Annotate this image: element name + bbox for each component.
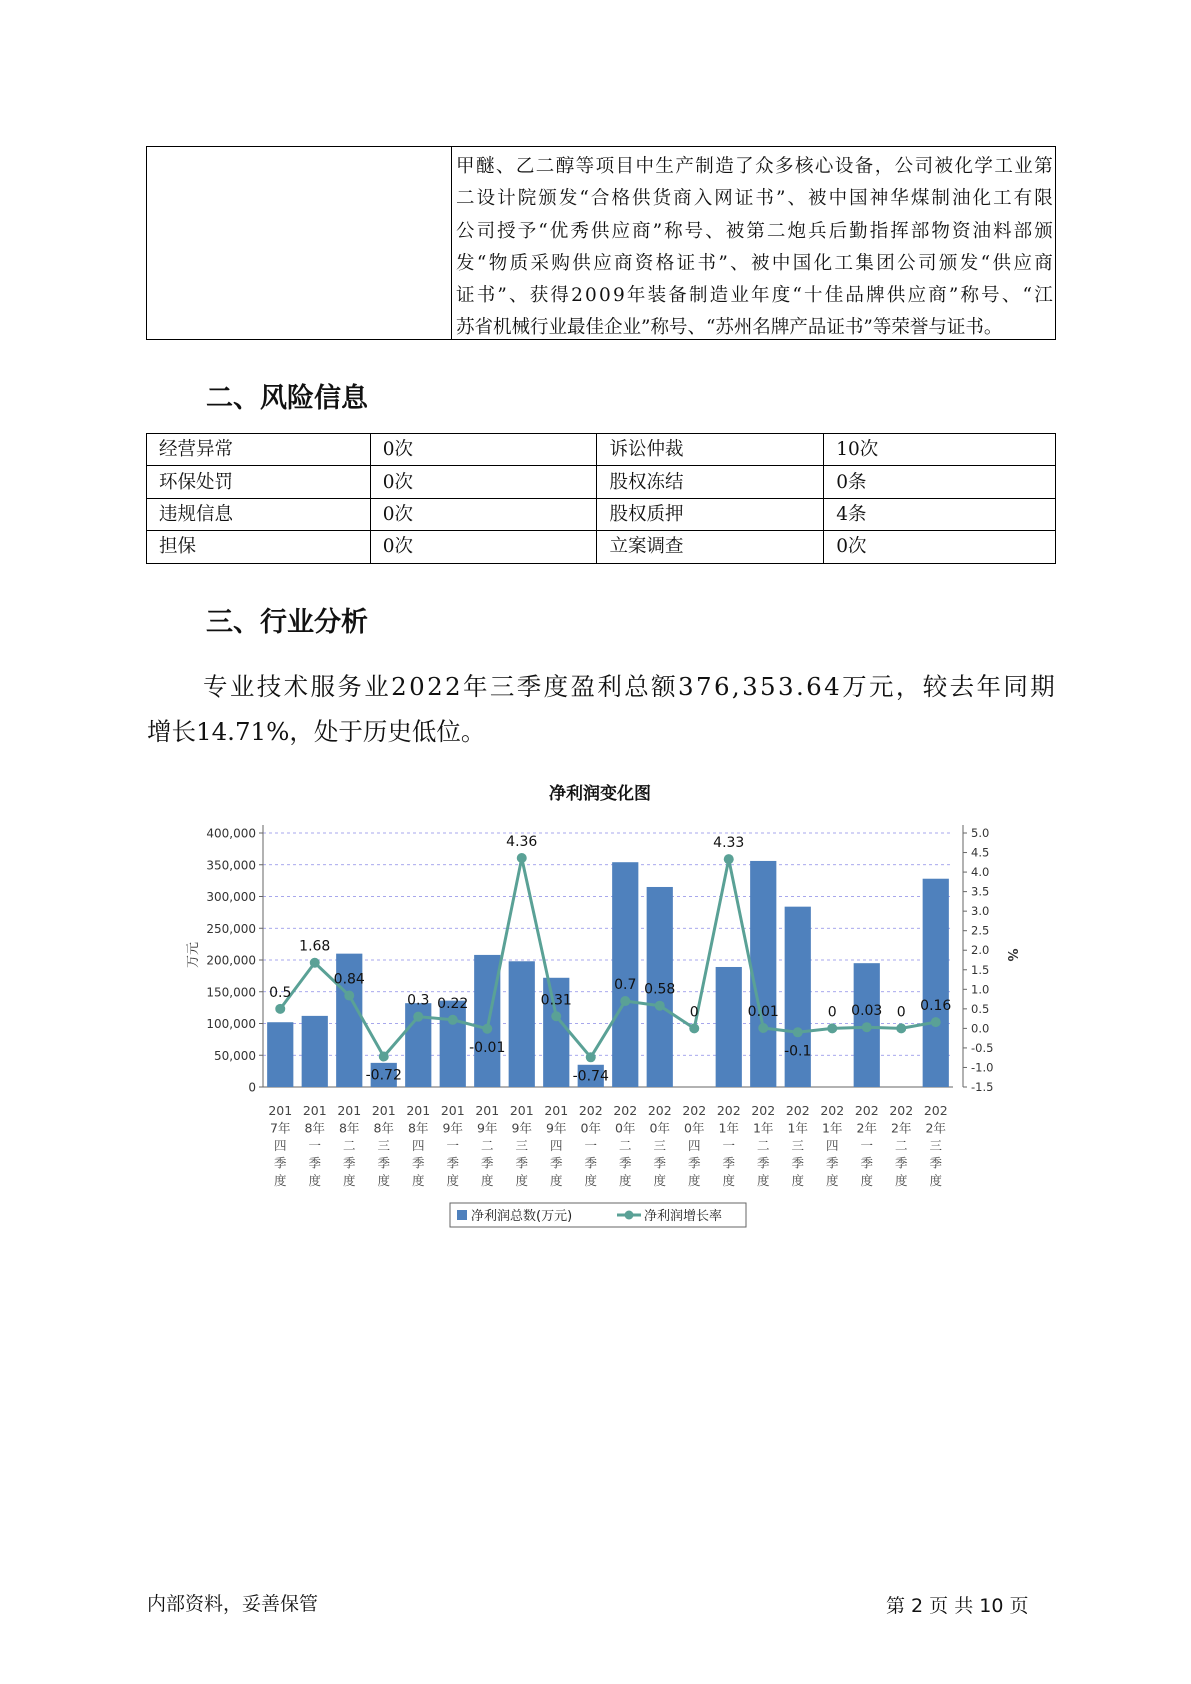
x-tick-label: 一: [584, 1138, 598, 1153]
footer-page-number: 第 2 页 共 10 页: [886, 1595, 1029, 1617]
x-tick-label: 四: [273, 1138, 287, 1153]
y2-tick-label: 4.5: [971, 845, 990, 860]
x-tick-label: 度: [791, 1173, 805, 1188]
data-label: 0: [827, 1004, 837, 1021]
x-tick-label: 季: [342, 1155, 356, 1171]
data-point: [827, 1023, 837, 1033]
risk-value: 4条: [824, 498, 1056, 530]
y-tick-label: 300,000: [206, 890, 256, 904]
x-tick-label: 0年: [684, 1120, 705, 1136]
data-point: [275, 1004, 285, 1014]
x-tick-label: 度: [446, 1173, 460, 1188]
data-label: 1.68: [299, 938, 331, 955]
data-label: 0: [689, 1004, 699, 1021]
y2-tick-label: -1.5: [971, 1080, 994, 1094]
x-tick-label: 季: [825, 1155, 839, 1171]
chart-title: 净利润变化图: [549, 784, 651, 804]
data-label: 0.5: [269, 984, 292, 1001]
bar: [302, 1016, 328, 1087]
risk-value: 0次: [370, 466, 597, 498]
data-label: -0.1: [784, 1043, 812, 1060]
x-tick-label: 201: [337, 1103, 362, 1118]
x-tick-label: 8年: [373, 1120, 394, 1136]
x-tick-label: 四: [687, 1138, 701, 1153]
legend-bar-label: 净利润总数(万元): [471, 1209, 573, 1224]
risk-value: 0次: [370, 531, 597, 563]
x-tick-label: 度: [549, 1173, 563, 1188]
x-tick-label: 202: [785, 1103, 810, 1118]
x-tick-label: 1年: [787, 1120, 808, 1136]
x-tick-label: 度: [411, 1173, 425, 1188]
data-label: 0.84: [333, 971, 365, 988]
x-tick-label: 201: [544, 1103, 569, 1118]
risk-label: 担保: [147, 531, 371, 563]
x-tick-label: 度: [722, 1173, 736, 1188]
x-tick-label: 季: [377, 1155, 391, 1171]
y-tick-label: 350,000: [206, 858, 256, 873]
honors-line: 证 书 ” 、 获 得 2 0 0 9 年 装 备 制 造 业 年 度 “ 十 佳 品 牌 供 应 商 ” 称 号 、 “ 江: [456, 285, 1053, 307]
x-tick-label: 度: [308, 1173, 322, 1188]
y2-tick-label: 3.0: [971, 904, 990, 919]
x-tick-label: 二: [618, 1138, 632, 1153]
x-tick-label: 2年: [925, 1120, 946, 1136]
x-tick-label: 季: [894, 1155, 908, 1171]
x-tick-label: 201: [371, 1103, 396, 1118]
x-tick-label: 三: [791, 1138, 805, 1153]
x-tick-label: 201: [302, 1103, 327, 1118]
x-tick-label: 201: [440, 1103, 465, 1118]
x-tick-label: 季: [549, 1155, 563, 1171]
x-tick-label: 1年: [822, 1120, 843, 1136]
x-tick-label: 一: [860, 1138, 874, 1153]
x-tick-label: 二: [894, 1138, 908, 1153]
data-label: 0.22: [437, 995, 469, 1012]
x-tick-label: 季: [584, 1155, 598, 1171]
industry-section-heading: 三、行业分析: [206, 607, 368, 638]
x-tick-label: 度: [929, 1173, 943, 1188]
x-tick-label: 202: [751, 1103, 776, 1118]
x-tick-label: 8年: [304, 1120, 325, 1136]
data-point: [517, 853, 527, 863]
x-tick-label: 1年: [718, 1120, 739, 1136]
y-axis-title: 万元: [186, 941, 201, 969]
data-label: 4.33: [713, 835, 745, 852]
y2-tick-label: -1.0: [971, 1060, 994, 1075]
data-label: 0.03: [851, 1003, 883, 1020]
x-tick-label: 二: [342, 1138, 356, 1153]
x-tick-label: 度: [894, 1173, 908, 1188]
y2-tick-label: 2.5: [971, 923, 990, 938]
data-label: 0.31: [540, 992, 572, 1009]
risk-label: 经营异常: [147, 434, 371, 466]
x-tick-label: 季: [308, 1155, 322, 1171]
x-tick-label: 202: [647, 1103, 672, 1118]
data-point: [655, 1001, 665, 1011]
x-tick-label: 202: [578, 1103, 603, 1118]
x-tick-label: 度: [377, 1173, 391, 1188]
x-tick-label: 度: [756, 1173, 770, 1188]
honors-line: 发 “ 物 质 采 购 供 应 商 资 格 证 书 ” 、 被 中 国 化 工 集 团 公 司 颁 发 “ 供 应 商: [456, 252, 1053, 274]
x-tick-label: 度: [480, 1173, 494, 1188]
x-tick-label: 季: [273, 1155, 287, 1171]
x-tick-label: 度: [515, 1173, 529, 1188]
data-point: [724, 854, 734, 864]
x-tick-label: 度: [342, 1173, 356, 1188]
y-tick-label: 50,000: [214, 1048, 256, 1063]
x-tick-label: 202: [854, 1103, 879, 1118]
x-tick-label: 二: [756, 1138, 770, 1153]
x-tick-label: 度: [860, 1173, 874, 1188]
x-tick-label: 度: [618, 1173, 632, 1188]
x-tick-label: 1年: [753, 1120, 774, 1136]
x-tick-label: 季: [446, 1155, 460, 1171]
y2-tick-label: 3.5: [971, 884, 990, 899]
data-label: -0.72: [365, 1067, 402, 1084]
y2-axis-title: %: [1004, 948, 1019, 962]
x-tick-label: 9年: [511, 1120, 532, 1136]
x-tick-label: 201: [268, 1103, 293, 1118]
x-tick-label: 202: [716, 1103, 741, 1118]
bar: [750, 861, 776, 1087]
x-tick-label: 2年: [891, 1120, 912, 1136]
x-tick-label: 8年: [408, 1120, 429, 1136]
data-label: 0: [896, 1004, 906, 1021]
data-point: [448, 1015, 458, 1025]
data-point: [896, 1023, 906, 1033]
growth-rate-line: [280, 858, 936, 1060]
honors-line: 二 设 计 院 颁 发 “ 合 格 供 货 商 入 网 证 书 ” 、 被 中 国 神 华 煤 制 油 化 工 有 限: [456, 188, 1053, 210]
x-tick-label: 202: [923, 1103, 948, 1118]
x-tick-label: 季: [756, 1155, 770, 1171]
honors-line: 公 司 授 予 “ 优 秀 供 应 商 ” 称 号 、 被 第 二 炮 兵 后 勤 指 挥 部 物 资 油 料 部 颁: [456, 220, 1053, 242]
x-tick-label: 度: [653, 1173, 667, 1188]
x-tick-label: 三: [515, 1138, 529, 1153]
industry-paragraph-line2: 增长14.71%，处于历史低位。: [147, 717, 486, 746]
x-tick-label: 季: [929, 1155, 943, 1171]
data-point: [862, 1022, 872, 1032]
x-tick-label: 一: [446, 1138, 460, 1153]
legend-line-label: 净利润增长率: [644, 1209, 723, 1224]
x-tick-label: 季: [860, 1155, 874, 1171]
bar: [785, 907, 811, 1087]
risk-section-heading: 二、风险信息: [206, 383, 368, 414]
y2-tick-label: 2.0: [971, 943, 990, 958]
y-tick-label: 200,000: [206, 953, 256, 968]
bar: [474, 955, 500, 1087]
x-tick-label: 三: [377, 1138, 391, 1153]
x-tick-label: 0年: [580, 1120, 601, 1136]
x-tick-label: 季: [515, 1155, 529, 1171]
x-tick-label: 0年: [615, 1120, 636, 1136]
risk-label: 违规信息: [147, 498, 371, 530]
data-label: -0.01: [469, 1039, 506, 1056]
x-tick-label: 9年: [546, 1120, 567, 1136]
honors-line: 苏省机械行业最佳企业”称号、“苏州名牌产品证书”等荣誉与证书。: [456, 317, 1003, 339]
data-point: [931, 1017, 941, 1027]
x-tick-label: 2年: [856, 1120, 877, 1136]
data-point: [551, 1011, 561, 1021]
bar: [612, 862, 638, 1087]
risk-label: 立案调查: [597, 531, 824, 563]
x-tick-label: 202: [613, 1103, 638, 1118]
risk-label: 股权质押: [597, 498, 824, 530]
x-tick-label: 202: [682, 1103, 707, 1118]
x-tick-label: 度: [584, 1173, 598, 1188]
bar: [716, 967, 742, 1087]
y2-tick-label: 1.5: [971, 962, 990, 977]
x-tick-label: 季: [653, 1155, 667, 1171]
x-tick-label: 四: [411, 1138, 425, 1153]
x-tick-label: 0年: [649, 1120, 670, 1136]
x-tick-label: 季: [791, 1155, 805, 1171]
bar: [440, 1001, 466, 1087]
data-label: -0.74: [572, 1068, 609, 1085]
data-label: 4.36: [506, 834, 538, 851]
honors-line: 甲 醚 、 乙 二 醇 等 项 目 中 生 产 制 造 了 众 多 核 心 设 备 ， 公 司 被 化 学 工 业 第: [456, 156, 1053, 177]
data-point: [482, 1024, 492, 1034]
y-tick-label: 400,000: [206, 826, 256, 841]
risk-value: 10次: [824, 434, 1056, 466]
y2-tick-label: 1.0: [971, 982, 990, 997]
risk-value: 0条: [824, 466, 1056, 498]
legend-line-marker: [625, 1211, 634, 1220]
data-point: [310, 958, 320, 968]
data-label: 0.16: [920, 998, 952, 1015]
x-tick-label: 四: [549, 1138, 563, 1153]
y2-tick-label: 4.0: [971, 865, 990, 880]
risk-label: 股权冻结: [597, 466, 824, 498]
data-point: [758, 1023, 768, 1033]
data-point: [689, 1023, 699, 1033]
x-tick-label: 202: [820, 1103, 845, 1118]
x-tick-label: 9年: [477, 1120, 498, 1136]
x-tick-label: 季: [480, 1155, 494, 1171]
x-tick-label: 季: [722, 1155, 736, 1171]
data-point: [379, 1052, 389, 1062]
industry-paragraph-line1: 专 业 技 术 服 务 业 2 0 2 2 年 三 季 度 盈 利 总 额 3 7 6 , 3 5 3 . 6 4 万 元 ， 较 去 年 同 期: [203, 672, 1055, 701]
x-tick-label: 度: [273, 1173, 287, 1188]
x-tick-label: 二: [480, 1138, 494, 1153]
y2-tick-label: 0.5: [971, 1001, 990, 1016]
y-tick-label: 250,000: [206, 921, 256, 936]
data-point: [586, 1052, 596, 1062]
x-tick-label: 季: [411, 1155, 425, 1171]
x-tick-label: 度: [687, 1173, 701, 1188]
y-tick-label: 150,000: [206, 985, 256, 1000]
bar: [509, 961, 535, 1087]
risk-value: 0次: [370, 498, 597, 530]
data-point: [793, 1027, 803, 1037]
x-tick-label: 201: [475, 1103, 500, 1118]
y-tick-label: 0: [248, 1080, 256, 1095]
x-tick-label: 季: [687, 1155, 701, 1171]
bar: [923, 879, 949, 1087]
x-tick-label: 202: [889, 1103, 914, 1118]
x-tick-label: 一: [722, 1138, 736, 1153]
x-tick-label: 三: [929, 1138, 943, 1153]
x-tick-label: 8年: [339, 1120, 360, 1136]
data-point: [413, 1012, 423, 1022]
x-tick-label: 201: [406, 1103, 431, 1118]
x-tick-label: 三: [653, 1138, 667, 1153]
risk-label: 环保处罚: [147, 466, 371, 498]
x-tick-label: 201: [509, 1103, 534, 1118]
data-label: 0.3: [407, 992, 430, 1009]
risk-value: 0次: [824, 531, 1056, 563]
data-label: 0.58: [644, 981, 676, 998]
x-tick-label: 一: [308, 1138, 322, 1153]
data-point: [620, 996, 630, 1006]
x-tick-label: 7年: [270, 1120, 291, 1136]
y2-tick-label: 0.0: [971, 1021, 990, 1036]
y2-tick-label: -0.5: [971, 1040, 994, 1055]
legend-bar-swatch: [457, 1210, 467, 1220]
x-tick-label: 9年: [442, 1120, 463, 1136]
x-tick-label: 季: [618, 1155, 632, 1171]
data-label: 0.7: [614, 977, 637, 994]
risk-label: 诉讼仲裁: [597, 434, 824, 466]
x-tick-label: 度: [825, 1173, 839, 1188]
data-label: 0.01: [747, 1003, 779, 1020]
y-tick-label: 100,000: [206, 1017, 256, 1031]
bar: [267, 1022, 293, 1087]
y2-tick-label: 5.0: [971, 826, 990, 840]
risk-value: 0次: [370, 434, 597, 466]
x-tick-label: 四: [825, 1138, 839, 1153]
footer-confidential-note: 内部资料，妥善保管: [147, 1593, 319, 1615]
data-point: [344, 991, 354, 1001]
